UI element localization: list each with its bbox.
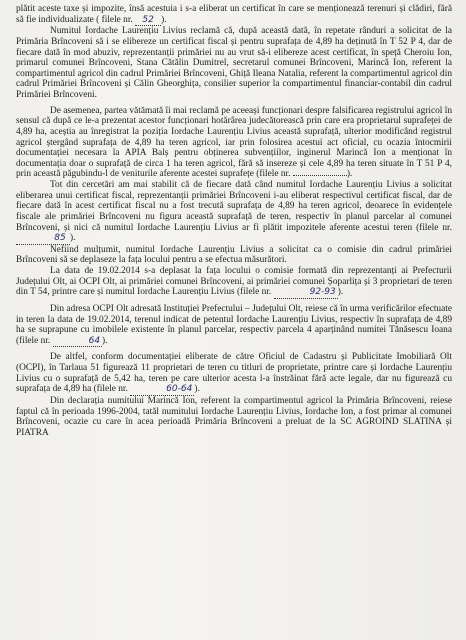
paragraph-register-falsification bbox=[16, 106, 452, 180]
paragraph-text: Nefiind mulțumit, numitul Iordache Laurențiu Livius a solicitat ca o comisie din cadrul primăriei Brîncoveni să se deplaseze la fața locului pentru a se efectua măsurători. bbox=[16, 244, 452, 266]
paragraph-text: De asemenea, partea vătămată îi mai reclamă pe aceeași funcționari despre falsificarea registrului agricol în sensul că după ce le-a prezentat acestor funcționari hotărârea judecătorească prin care era proprietarul suprafeței de 4,89 ha, aceștia au înregistrat la poziția Iordache Laurențiu Livius această suprafață, ulterior modificând registrul agricol ștergând suprafața de 4,89 ha teren agricol, iar prin folosirea acestui act oficial, cu ocazia întocmirii documentației necesara la APIA Balș pentru obținerea subvențiilor, inginerul Marincă Ion a menționat în documentația doar o suprafață de circa 1 ha teren agricol, fără să insereze și cele 4,89 ha teren situate în T 51 P 4, prin această păgubindu-l de veniturile aferente acestei suprafețe (filele nr. bbox=[16, 105, 452, 180]
paragraph-text: Din declarația numitului Marincă Ion, referent la compartimentul agricol la Primăria Brîncoveni, reiese faptul că în perioada 1996-2004, tatăl numitului Iordache Laurențiu Livius, Iordache Ion, a fost primar al comunei Brîncoveni, ocazie cu care în acea perioadă Primăria Brîncoveni a preluat de la SC AGROIND SLATINA și PIATRA bbox=[16, 395, 452, 438]
paragraph-text: Tot din cercetări am mai stabilit că de fiecare dată când numitul Iordache Laurențiu Livius a solicitat eliberarea unui certificat fiscal, reprezentanții primăriei Brîncoveni i-au eliberat respectivul certificat fiscal, dar de fiecare dată în acest certificat fiscal nu a fost trecută suprafața de 4,89 ha teren agricol, deoarece în evidențele fiscale ale primăriei Brîncoveni nu figura această suprafață de teren, respectiv în planul parcelar al comunei Brîncoveni, și nici că numitul Iordache Laurențiu Livius ar fi plătit impozitele aferente acestui teren (filele nr. bbox=[16, 180, 452, 233]
paragraph-complaint bbox=[16, 26, 452, 100]
paragraph-taxes bbox=[16, 4, 452, 26]
paragraph-text: La data de 19.02.2014 s-a deplasat la fața locului o comisie formată din reprezentanți ai Prefecturii Județului Olt, ai OCPI Olt, ai primăriei comunei Brîncoveni, ai primăriei comunei Șoparlița și 3 proprietari de teren din T 54, printre care și numitul Iordache Laurențiu Livius (filele nr. bbox=[16, 266, 452, 298]
paragraph-text: plătit aceste taxe și impozite, însă acestuia i s-a eliberat un certificat în care se menționează terenuri și clădiri, fără să fie individualizate ( filele nr. bbox=[16, 4, 452, 25]
paragraph-fiscal-certificate bbox=[16, 180, 452, 245]
paragraph-declaration bbox=[16, 396, 452, 439]
handwritten-page-number: 64 bbox=[53, 336, 102, 348]
paragraph-end: ). bbox=[161, 14, 167, 25]
paragraph-cadastre bbox=[16, 352, 452, 396]
handwritten-page-number bbox=[293, 175, 347, 176]
paragraph-site-visit bbox=[16, 266, 452, 299]
paragraph-text: De altfel, conform documentației eliberate de către Oficiul de Cadastru și Publicitate Imobiliară Olt (OCPI), în Tarlaua 51 figurează 11 proprietari de teren cu titluri de proprietate, printre care și Iordache Laurențiu Livius cu o suprafață de 5,42 ha, teren pe care ulterior acesta l-a înstrăinat fără acte legale, dar nu figurează cu suprafața de 4,89 ha (filele nr. bbox=[16, 352, 452, 395]
paragraph-end: ). bbox=[70, 233, 76, 244]
paragraph-end: ). bbox=[346, 169, 353, 180]
handwritten-page-number: 52 bbox=[135, 15, 161, 27]
handwritten-page-number: 92-93 bbox=[274, 287, 338, 299]
paragraph-end: ). bbox=[194, 384, 200, 395]
paragraph-text: Din adresa OCPI Olt adresată Instituției Prefectului – Județului Olt, reiese că în urma verificărilor efectuate in teren la data de 19.02.2014, terenul indicat de petentul Iordache Laurențiu Livius, respectiv în suprafața de 4,89 ha se suprapune cu imobilele existente în planul parcelar, respectiv parcela 4 aparținând numitei Tănăsescu Ioana (filele nr. bbox=[16, 303, 452, 346]
paragraph-commission-request bbox=[16, 245, 452, 266]
paragraph-end: ). bbox=[102, 335, 108, 346]
paragraph-text: Numitul Iordache Laurențiu Livius reclamă că, după această dată, în repetate rânduri a solicitat de la Primăria Brîncoveni să i se elibereze un certificat fiscal și pentru suprafața de 4,89 ha deținută în T 52 P 4, dar de fiecare dată în mod abuziv, reprezentanții primăriei nu au vrut să-i elibereze acest certificat, în speță Cheroiu Ion, primarul comunei Brîncoveni, Stana Cătălin Dumitrel, secretarul comunei Brîncoveni, Marincă Ion, referent la compartimentul agricol din cadrul Primăriei Brîncoveni, Ghiță Ileana Natalia, referent la compartimentul agricol din cadrul Primăriei Brîncoveni și Călin Gheorghița, consilier superior la compartimentul financiar-contabil din cadrul Primăriei Brîncoveni. bbox=[16, 26, 452, 100]
paragraph-end: ). bbox=[337, 287, 344, 298]
paragraph-ocpi-address bbox=[16, 304, 452, 348]
handwritten-page-number: 85 bbox=[16, 233, 70, 245]
handwritten-page-number: 60-64 bbox=[130, 384, 194, 396]
